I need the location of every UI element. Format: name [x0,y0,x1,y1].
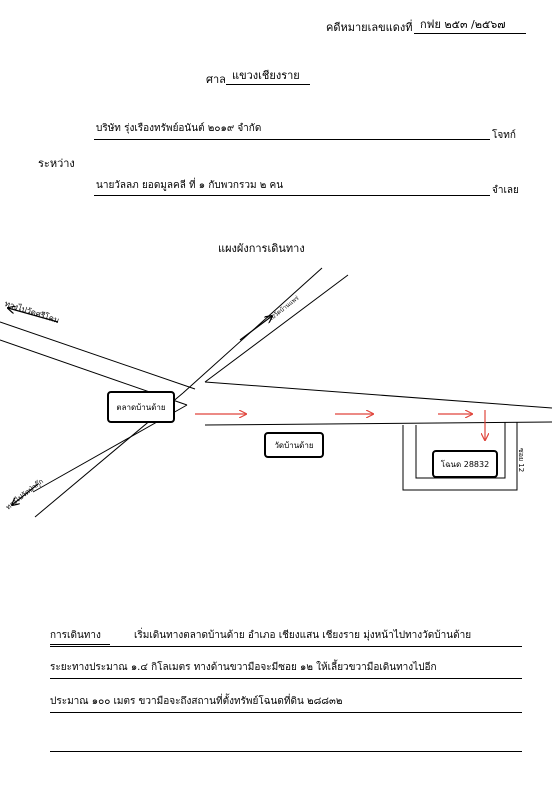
case-number-value: กฟย ๒๕๓ /๒๕๖๗ [420,18,506,31]
arrow-to-ban-phrae [240,316,272,340]
directions-underline-2 [50,678,522,679]
case-number-label: คดีหมายเลขแดงที่ [326,21,413,34]
court-name: แขวงเชียงราย [232,69,300,82]
directions-underline-4 [50,751,522,752]
directions-heading: การเดินทาง [50,630,101,641]
directions-line-1: เริ่มเดินทางตลาดบ้านด้าย อำเภอ เชียงแสน เชียงราย มุ่งหน้าไปทางวัดบ้านด้าย [134,630,472,641]
label-to-ban-phrae: ไปวัดบ้านแพร่ [267,294,301,323]
directions-underline-1 [50,646,522,647]
temple-box: วัดบ้านด้าย [264,432,324,458]
between-label: ระหว่าง [38,157,75,170]
court-label: ศาล [206,73,226,86]
plaintiff-name: บริษัท รุ่งเรืองทรัพย์อนันต์ ๒๐๑๙ จำกัด [96,123,262,134]
label-to-wat-sri-khom: ทางไปวัดศรีโคม [3,299,61,326]
directions-heading-underline [50,644,110,645]
defendant-name: นายวัลลภ ยอดมูลคลี ที่ ๑ กับพวกรวม ๒ คน [96,180,284,191]
directions-line-2: ระยะทางประมาณ ๑.๔ กิโลเมตร ทางด้านขวามือจะมีซอย ๑๒ ให้เลี้ยวขวามือเดินทางไปอีก [50,662,437,673]
market-box: ตลาดบ้านด้าย [107,391,175,423]
land-deed-box: โฉนด 28832 [432,450,498,478]
directions-underline-3 [50,712,522,713]
road-lines [0,268,552,517]
map-title: แผงผังการเดินทาง [218,242,305,255]
plaintiff-role: โจทก์ [492,130,516,141]
label-to-wat-pa-kuk: ทางไปวัดป่ากุ๊ก [4,477,45,512]
directions-line-3: ประมาณ ๑๐๐ เมตร ขวามือจะถึงสถานที่ตั้งทรัพย์โฉนดที่ดิน ๒๘๘๓๒ [50,696,343,707]
label-soi: ซอย 12 [517,448,525,473]
defendant-role: จำเลย [492,185,519,196]
